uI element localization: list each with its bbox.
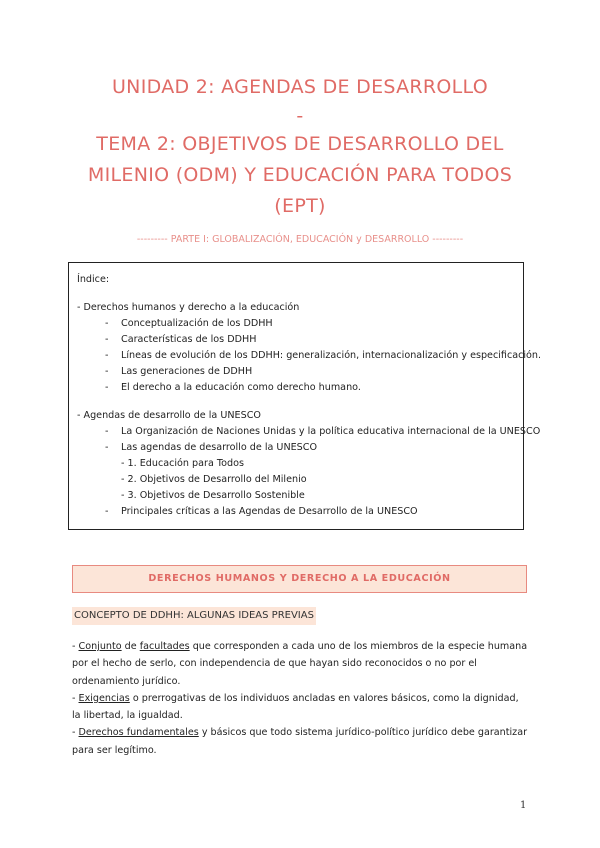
index-subitem: - 1. Educación para Todos <box>121 458 244 469</box>
document-title-topic <box>60 129 540 222</box>
subheading: CONCEPTO DE DDHH: ALGUNAS IDEAS PREVIAS <box>72 607 316 625</box>
index-item: - Características de los DDHH <box>105 334 257 345</box>
section-banner: DERECHOS HUMANOS Y DERECHO A LA EDUCACIÓN <box>72 565 527 593</box>
paragraph-2: - Exigencias o prerrogativas de los individuos ancladas en valores básicos, como la dignidad, la libertad, la igualdad. <box>72 692 519 722</box>
document-title-line-4: MILENIO (ODM) Y EDUCACIÓN PARA TODOS <box>87 164 513 186</box>
index-item: - Líneas de evolución de los DDHH: generalización, internacionalización y especificación. <box>105 350 542 361</box>
paragraph-1: - Conjunto de facultades que corresponden a cada uno de los miembros de la especie humana por el hecho de serlo, con independencia de que hayan sido reconocidos o no por el ordenamiento jurídico. <box>72 641 528 687</box>
body-text <box>72 638 528 759</box>
document-title-separator: - <box>296 105 304 127</box>
index-group-title: - Derechos humanos y derecho a la educación <box>77 302 300 313</box>
index-group-title: - Agendas de desarrollo de la UNESCO <box>77 410 261 421</box>
index-item: - El derecho a la educación como derecho humano. <box>105 382 361 393</box>
index-item: - Conceptualización de los DDHH <box>105 318 273 329</box>
document-title-line-1: UNIDAD 2: AGENDAS DE DESARROLLO <box>111 76 489 98</box>
index-subitem: - 2. Objetivos de Desarrollo del Milenio <box>121 474 307 485</box>
document-title-line-3: TEMA 2: OBJETIVOS DE DESARROLLO DEL <box>96 133 504 155</box>
index-item: - La Organización de Naciones Unidas y la política educativa internacional de la UNESCO <box>105 426 541 437</box>
index-item: - Las agendas de desarrollo de la UNESCO <box>105 442 318 453</box>
index-item: - Las generaciones de DDHH <box>105 366 253 377</box>
part-heading: --------- PARTE I: GLOBALIZACIÓN, EDUCACIÓN y DESARROLLO --------- <box>136 234 464 245</box>
index-subitem: - 3. Objetivos de Desarrollo Sostenible <box>121 490 305 501</box>
index-heading: Índice: <box>77 274 110 285</box>
page-number: 1 <box>520 800 527 811</box>
paragraph-3: - Derechos fundamentales y básicos que todo sistema jurídico-político jurídico debe garantizar para ser legítimo. <box>72 727 528 756</box>
index-item: - Principales críticas a las Agendas de Desarrollo de la UNESCO <box>105 506 418 517</box>
index-box <box>68 262 542 530</box>
document-title-line-5: (EPT) <box>274 195 326 217</box>
